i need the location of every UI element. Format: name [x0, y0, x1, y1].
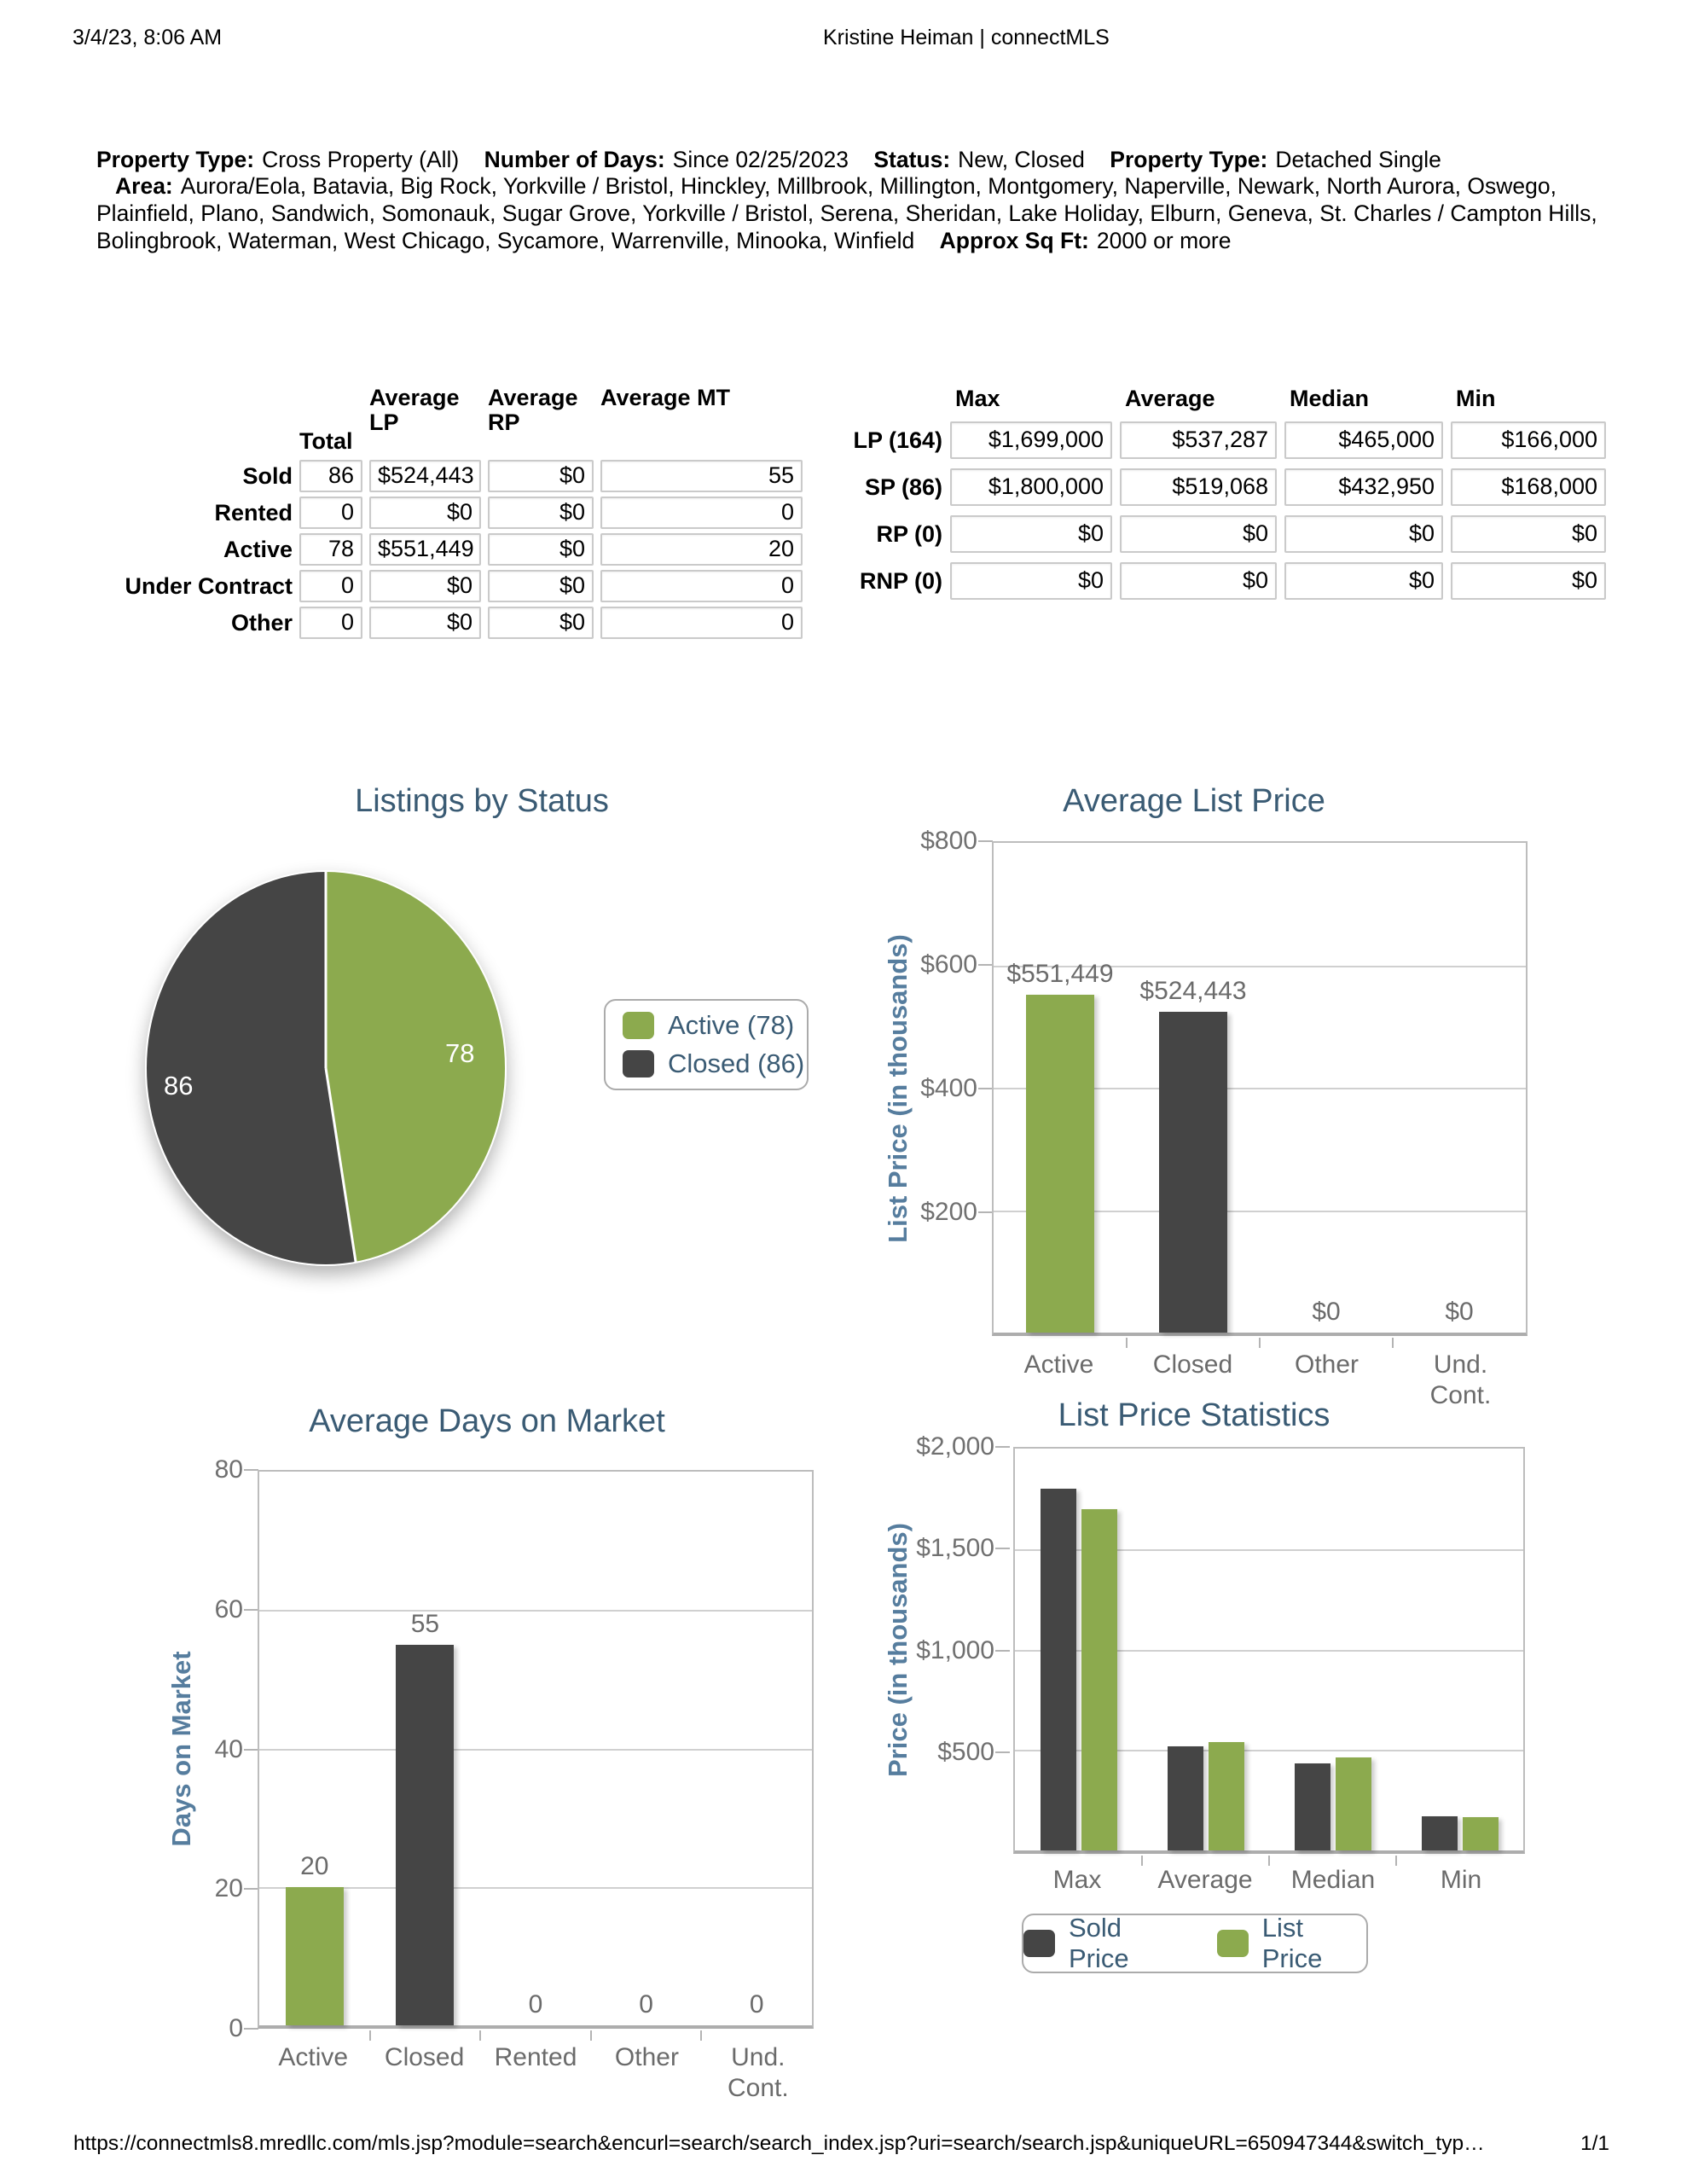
table-cell: $0: [1284, 562, 1443, 600]
bar-list-min: [1463, 1817, 1499, 1850]
lp-stats-y-axis-label: Price (in thousands): [883, 1523, 913, 1777]
table-cell: $0: [488, 570, 594, 602]
criteria-value: 2000 or more: [1096, 227, 1232, 253]
avg-dom-plot: [258, 1470, 814, 2029]
bar-value-label: 0: [528, 1990, 543, 2018]
table-cell: $0: [1284, 515, 1443, 553]
y-tick-mark: [244, 2028, 258, 2030]
table-cell: $551,449: [369, 533, 481, 566]
column-header: Average LP: [369, 385, 460, 435]
print-datetime: 3/4/23, 8:06 AM: [72, 26, 223, 49]
criteria-label: Property Type:: [96, 146, 255, 172]
bar-slot-other: [591, 1472, 702, 2025]
y-tick: 0: [229, 2014, 243, 2042]
pie-slice-divider: [325, 872, 328, 1068]
legend-label: Sold Price: [1069, 1913, 1129, 1973]
bar-slot-closed: [1127, 843, 1260, 1333]
bar-sold-max: [1041, 1489, 1076, 1850]
table-cell: 0: [600, 570, 803, 602]
table-cell: $0: [1451, 515, 1606, 553]
legend-item-active: [623, 1010, 807, 1041]
sold-price-swatch-icon: [1023, 1930, 1055, 1957]
search-criteria: [96, 147, 1599, 255]
y-tick: $800: [920, 827, 977, 855]
list-price-swatch-icon: [1217, 1930, 1249, 1957]
row-label: RNP (0): [859, 568, 942, 594]
y-tick: $2,000: [916, 1432, 994, 1461]
lp-stats-plot: [1013, 1447, 1525, 1854]
table-cell: $1,699,000: [950, 421, 1112, 459]
column-header: Min: [1456, 386, 1496, 411]
table-cell: $0: [369, 497, 481, 529]
bar-slot-und-cont: [1393, 843, 1526, 1333]
table-cell: $0: [1451, 562, 1606, 600]
bar-value-label: 0: [749, 1990, 764, 2018]
table-cell: $0: [488, 607, 594, 639]
y-tick: 40: [214, 1735, 243, 1763]
row-label: Under Contract: [125, 573, 293, 599]
table-cell: 0: [299, 570, 362, 602]
table-cell: $432,950: [1284, 468, 1443, 506]
table-cell: $0: [950, 515, 1112, 553]
y-tick: $200: [920, 1198, 977, 1226]
row-label: Sold: [242, 463, 293, 489]
table-cell: $0: [488, 460, 594, 492]
x-label: Other: [614, 2043, 679, 2071]
table-cell: 55: [600, 460, 803, 492]
bar-value-label: 55: [410, 1609, 440, 1638]
column-header: Total: [299, 428, 353, 454]
spacer: [77, 386, 293, 456]
avg-list-price-plot: [992, 841, 1528, 1336]
bar-group-average: [1142, 1449, 1269, 1850]
criteria-value: Aurora/Eola, Batavia, Big Rock, Yorkville / Bristol, Hinckley, Millbrook, Millington, Montgomery, Naperville, Newark, North Aurora, Oswego, Plainfield, Plano, Sandwich, Somonauk, Sugar Grove, Yorkville / Bristol, Serena, Sheridan, Lake Holiday, Elburn, Geneva, St. Charles / Campton Hills, Bolingbrook, Waterman, West Chicago, Sycamore, Warrenville, Minooka, Winfield: [96, 173, 1597, 253]
pie-slice-divider: [325, 1068, 357, 1263]
legend-label: Active (78): [668, 1010, 795, 1040]
x-label: Average: [1157, 1866, 1253, 1894]
table-cell: $0: [369, 607, 481, 639]
table-cell: $0: [950, 562, 1112, 600]
x-label: Other: [1294, 1350, 1359, 1379]
legend-label: Closed (86): [668, 1048, 805, 1078]
bar-slot-other: [1260, 843, 1393, 1333]
pie-slice-value-active: 78: [445, 1038, 475, 1068]
status-summary-table: [77, 386, 803, 639]
table-cell: 0: [600, 607, 803, 639]
x-label: Active: [1023, 1350, 1094, 1379]
closed-swatch-icon: [623, 1050, 654, 1077]
y-tick: 60: [214, 1595, 243, 1623]
row-label: LP (164): [853, 427, 942, 453]
spacer: [840, 384, 942, 412]
lp-stats-title: List Price Statistics: [1058, 1397, 1330, 1433]
table-cell: $0: [1120, 515, 1277, 553]
table-cell: $0: [488, 497, 594, 529]
y-tick-mark: [995, 1650, 1010, 1652]
row-label: Other: [230, 610, 293, 636]
avg-dom-y-axis-label: Days on Market: [166, 1651, 196, 1847]
y-tick-mark: [244, 1609, 258, 1611]
lp-stats-legend: [1022, 1914, 1368, 1973]
criteria-value: Cross Property (All): [262, 146, 460, 172]
avg-list-price-y-axis-label: List Price (in thousands): [883, 934, 913, 1243]
table-cell: 0: [299, 607, 362, 639]
bar-slot-active: [259, 1472, 370, 2025]
bar-active: [286, 1887, 344, 2025]
avg-dom-x-labels: [258, 2042, 814, 2104]
x-label: Max: [1052, 1866, 1102, 1894]
y-tick: $400: [920, 1074, 977, 1102]
row-label: Active: [223, 537, 293, 562]
table-cell: $168,000: [1451, 468, 1606, 506]
bar-slot-und-cont: [701, 1472, 812, 2025]
criteria-label: Number of Days:: [484, 146, 665, 172]
lp-stats-x-labels: [1013, 1865, 1525, 1896]
criteria-label: Area:: [115, 173, 173, 200]
criteria-value: New, Closed: [958, 146, 1085, 172]
column-header: Max: [955, 386, 1000, 411]
bar-closed: [1159, 1012, 1227, 1333]
table-cell: $0: [1120, 562, 1277, 600]
y-tick-mark: [244, 1749, 258, 1751]
legend-item-sold-price: [1023, 1913, 1185, 1974]
criteria-value: Since 02/25/2023: [672, 146, 849, 172]
print-footer-url: https://connectmls8.mredllc.com/mls.jsp?module=search&encurl=search/search_index.jsp?uri=search/search.jsp&uniqueURL=650947344&switch_typ…: [73, 2132, 1485, 2155]
y-tick-mark: [978, 1088, 993, 1089]
y-tick-mark: [995, 1548, 1010, 1549]
x-label: Closed: [1152, 1350, 1233, 1379]
pie-legend: [604, 999, 809, 1090]
bar-sold-median: [1295, 1763, 1330, 1850]
table-cell: 0: [600, 497, 803, 529]
legend-item-list-price: [1217, 1913, 1366, 1974]
legend-item-closed: [623, 1048, 807, 1079]
y-tick-mark: [995, 1751, 1010, 1753]
x-label: Median: [1290, 1866, 1376, 1894]
table-cell: $465,000: [1284, 421, 1443, 459]
y-tick: $600: [920, 950, 977, 979]
table-cell: $519,068: [1120, 468, 1277, 506]
column-header: Average RP: [488, 385, 578, 435]
column-header: Median: [1290, 386, 1370, 411]
table-cell: $0: [488, 533, 594, 566]
print-page-number: 1/1: [1580, 2132, 1610, 2155]
bar-value-label: $524,443: [1139, 976, 1247, 1005]
avg-list-price-title: Average List Price: [1063, 783, 1325, 819]
bar-sold-average: [1168, 1746, 1203, 1850]
table-cell: $537,287: [1120, 421, 1277, 459]
print-user-title: Kristine Heiman | connectMLS: [823, 26, 1110, 49]
bar-group-min: [1396, 1449, 1523, 1850]
y-tick-mark: [978, 840, 993, 842]
active-swatch-icon: [623, 1012, 654, 1039]
bar-slot-rented: [480, 1472, 591, 2025]
table-cell: 78: [299, 533, 362, 566]
criteria-label: Property Type:: [1110, 146, 1268, 172]
table-cell: $0: [369, 570, 481, 602]
table-cell: $524,443: [369, 460, 481, 492]
legend-label: List Price: [1261, 1913, 1323, 1973]
x-label: Min: [1440, 1866, 1482, 1894]
y-tick: 20: [214, 1874, 243, 1902]
avg-dom-title: Average Days on Market: [309, 1403, 665, 1439]
bar-list-max: [1081, 1509, 1117, 1850]
bar-value-label: $0: [1312, 1298, 1341, 1326]
y-tick-mark: [978, 964, 993, 966]
x-label: Closed: [384, 2043, 465, 2071]
criteria-label: Status:: [873, 146, 951, 172]
pie-slice-value-closed: 86: [164, 1071, 194, 1101]
table-cell: 0: [299, 497, 362, 529]
x-label: Und. Cont.: [1429, 1350, 1492, 1409]
y-tick: $1,000: [916, 1636, 994, 1664]
x-label: Und. Cont.: [727, 2043, 789, 2102]
bar-slot-closed: [370, 1472, 481, 2025]
row-label: RP (0): [876, 521, 942, 547]
bar-value-label: $551,449: [1006, 960, 1114, 989]
row-label: Rented: [214, 500, 293, 526]
bar-list-average: [1209, 1742, 1244, 1850]
y-tick-mark: [244, 1469, 258, 1471]
bar-value-label: 20: [300, 1851, 329, 1880]
x-label: Active: [278, 2043, 349, 2071]
y-tick: $1,500: [916, 1534, 994, 1562]
bar-group-median: [1269, 1449, 1396, 1850]
y-tick-mark: [995, 1446, 1010, 1448]
listings-by-status-title: Listings by Status: [355, 783, 609, 819]
bar-group-max: [1015, 1449, 1142, 1850]
y-tick-mark: [978, 1211, 993, 1213]
bar-value-label: 0: [639, 1990, 653, 2018]
bar-sold-min: [1422, 1816, 1458, 1850]
column-header: Average MT: [600, 385, 731, 410]
row-label: SP (86): [864, 474, 942, 500]
table-cell: $166,000: [1451, 421, 1606, 459]
y-tick: 80: [214, 1455, 243, 1484]
y-tick-mark: [244, 1888, 258, 1890]
table-cell: 20: [600, 533, 803, 566]
bar-active: [1026, 995, 1094, 1333]
x-label: Rented: [494, 2043, 577, 2071]
y-tick: $500: [937, 1738, 994, 1766]
bar-list-median: [1336, 1757, 1371, 1851]
criteria-label: Approx Sq Ft:: [939, 227, 1089, 253]
price-summary-table: [840, 384, 1606, 600]
table-cell: 86: [299, 460, 362, 492]
bar-slot-active: [994, 843, 1127, 1333]
table-cell: $1,800,000: [950, 468, 1112, 506]
column-header: Average: [1125, 386, 1215, 411]
criteria-value: Detached Single: [1275, 146, 1441, 172]
bar-value-label: $0: [1445, 1298, 1474, 1326]
bar-closed: [396, 1645, 454, 2025]
